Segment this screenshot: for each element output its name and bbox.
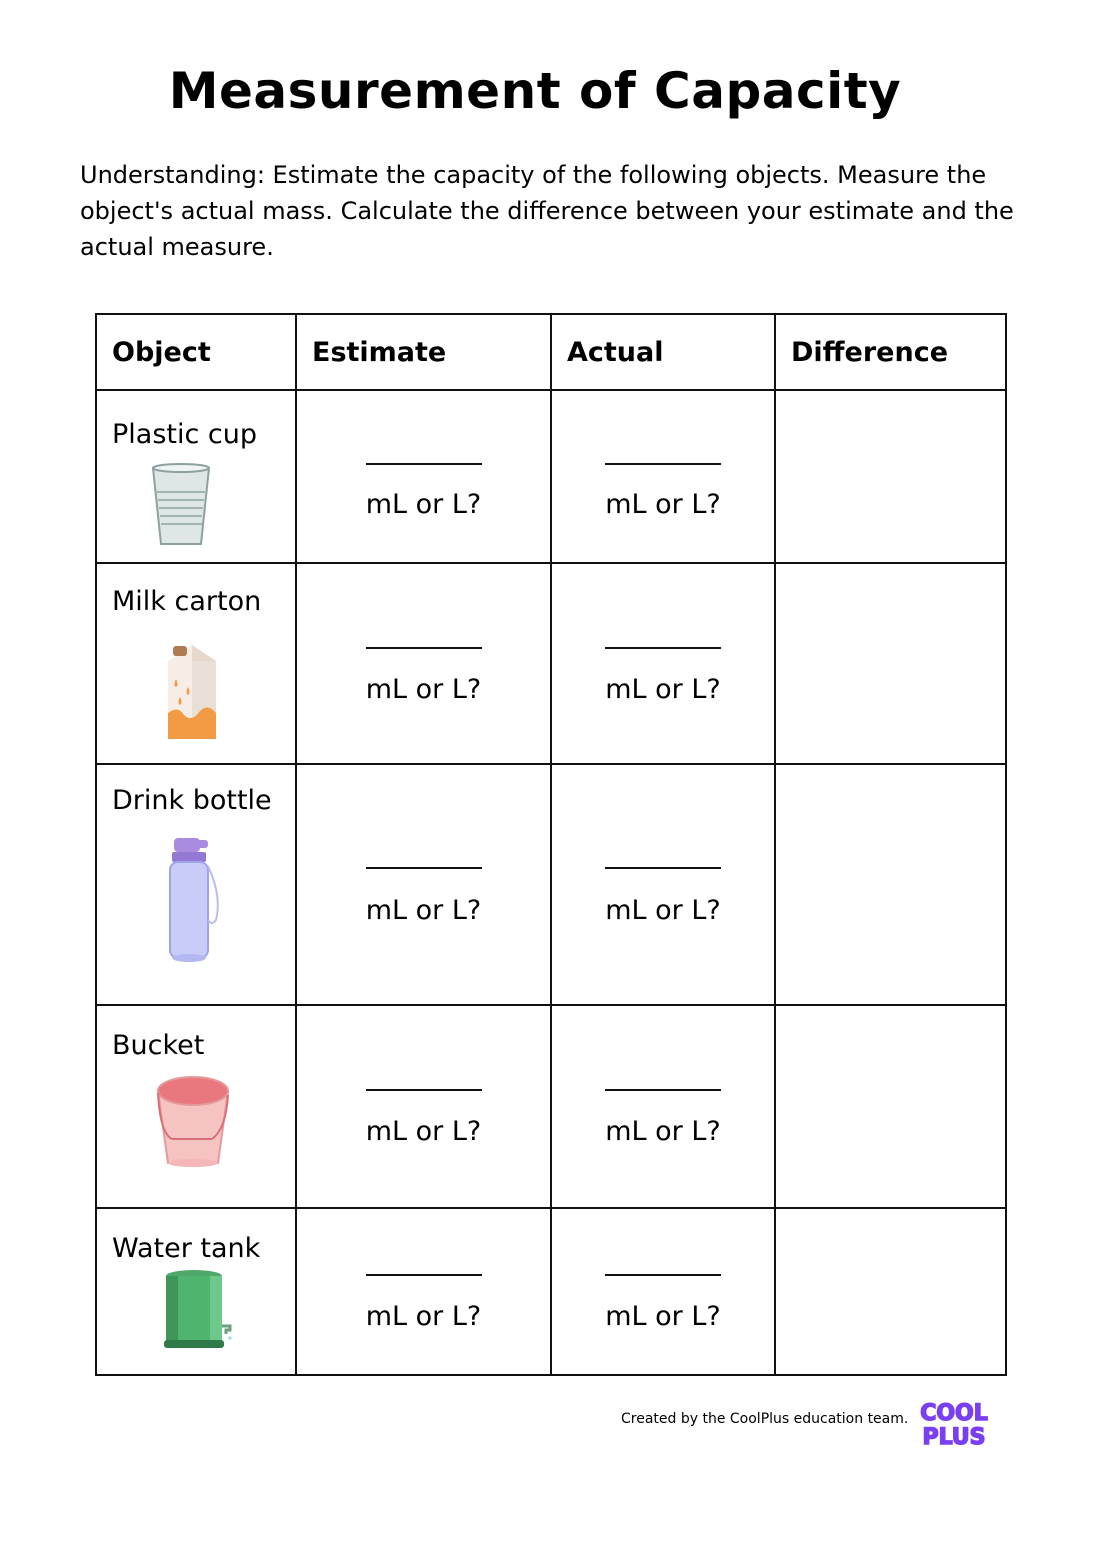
water-tank-icon bbox=[162, 1268, 242, 1354]
difference-cell[interactable] bbox=[775, 563, 1006, 764]
unit-prompt: mL or L? bbox=[365, 895, 482, 926]
svg-text:PLUS: PLUS bbox=[922, 1425, 986, 1448]
header-actual: Actual bbox=[551, 314, 775, 390]
estimate-cell[interactable] bbox=[296, 764, 551, 1005]
answer-blank-line bbox=[366, 1274, 482, 1276]
unit-prompt: mL or L? bbox=[365, 674, 482, 705]
object-cell bbox=[96, 1005, 296, 1208]
bucket-icon bbox=[152, 1073, 234, 1169]
answer-blank-line bbox=[605, 1089, 721, 1091]
object-cell bbox=[96, 390, 296, 563]
object-name: Milk carton bbox=[112, 586, 262, 617]
answer-blank-line bbox=[605, 1274, 721, 1276]
answer-blank-line bbox=[366, 867, 482, 869]
object-name: Plastic cup bbox=[112, 419, 258, 450]
object-cell bbox=[96, 563, 296, 764]
object-cell bbox=[96, 764, 296, 1005]
answer-blank-line bbox=[605, 463, 721, 465]
object-name: Drink bottle bbox=[112, 785, 272, 816]
coolplus-logo bbox=[914, 1398, 994, 1448]
actual-cell[interactable] bbox=[551, 764, 775, 1005]
difference-cell[interactable] bbox=[775, 390, 1006, 563]
answer-blank-line bbox=[366, 1089, 482, 1091]
answer-blank-line bbox=[605, 647, 721, 649]
actual-cell[interactable] bbox=[551, 390, 775, 563]
page-title: Measurement of Capacity bbox=[168, 62, 902, 120]
table-row bbox=[96, 563, 1006, 764]
unit-prompt: mL or L? bbox=[605, 674, 721, 705]
drink-bottle-icon bbox=[166, 836, 226, 964]
table-row bbox=[96, 390, 1006, 563]
table-row bbox=[96, 1005, 1006, 1208]
actual-cell[interactable] bbox=[551, 1208, 775, 1375]
difference-cell[interactable] bbox=[775, 1005, 1006, 1208]
unit-prompt: mL or L? bbox=[365, 489, 482, 520]
actual-cell[interactable] bbox=[551, 563, 775, 764]
actual-cell[interactable] bbox=[551, 1005, 775, 1208]
table-header-row bbox=[96, 314, 1006, 390]
estimate-cell[interactable] bbox=[296, 390, 551, 563]
table-row bbox=[96, 764, 1006, 1005]
plastic-cup-icon bbox=[147, 462, 217, 552]
header-object: Object bbox=[96, 314, 296, 390]
object-name: Bucket bbox=[112, 1030, 205, 1061]
milk-carton-icon bbox=[162, 639, 222, 743]
unit-prompt: mL or L? bbox=[605, 895, 721, 926]
answer-blank-line bbox=[366, 463, 482, 465]
instructions-text: Understanding: Estimate the capacity of the following objects. Measure the object's actual mass. Calculate the difference between your estimate and the actual measure. bbox=[80, 161, 1014, 261]
footer-credit: Created by the CoolPlus education team. bbox=[621, 1411, 909, 1427]
table-row bbox=[96, 1208, 1006, 1375]
object-cell bbox=[96, 1208, 296, 1375]
unit-prompt: mL or L? bbox=[365, 1301, 482, 1332]
unit-prompt: mL or L? bbox=[605, 489, 721, 520]
header-estimate: Estimate bbox=[296, 314, 551, 390]
answer-blank-line bbox=[366, 647, 482, 649]
unit-prompt: mL or L? bbox=[605, 1116, 721, 1147]
difference-cell[interactable] bbox=[775, 764, 1006, 1005]
estimate-cell[interactable] bbox=[296, 563, 551, 764]
answer-blank-line bbox=[605, 867, 721, 869]
unit-prompt: mL or L? bbox=[605, 1301, 721, 1332]
header-difference: Difference bbox=[775, 314, 1006, 390]
capacity-table bbox=[95, 313, 1007, 1376]
estimate-cell[interactable] bbox=[296, 1208, 551, 1375]
unit-prompt: mL or L? bbox=[365, 1116, 482, 1147]
estimate-cell[interactable] bbox=[296, 1005, 551, 1208]
difference-cell[interactable] bbox=[775, 1208, 1006, 1375]
object-name: Water tank bbox=[112, 1233, 261, 1264]
svg-text:COOL: COOL bbox=[920, 1401, 988, 1426]
